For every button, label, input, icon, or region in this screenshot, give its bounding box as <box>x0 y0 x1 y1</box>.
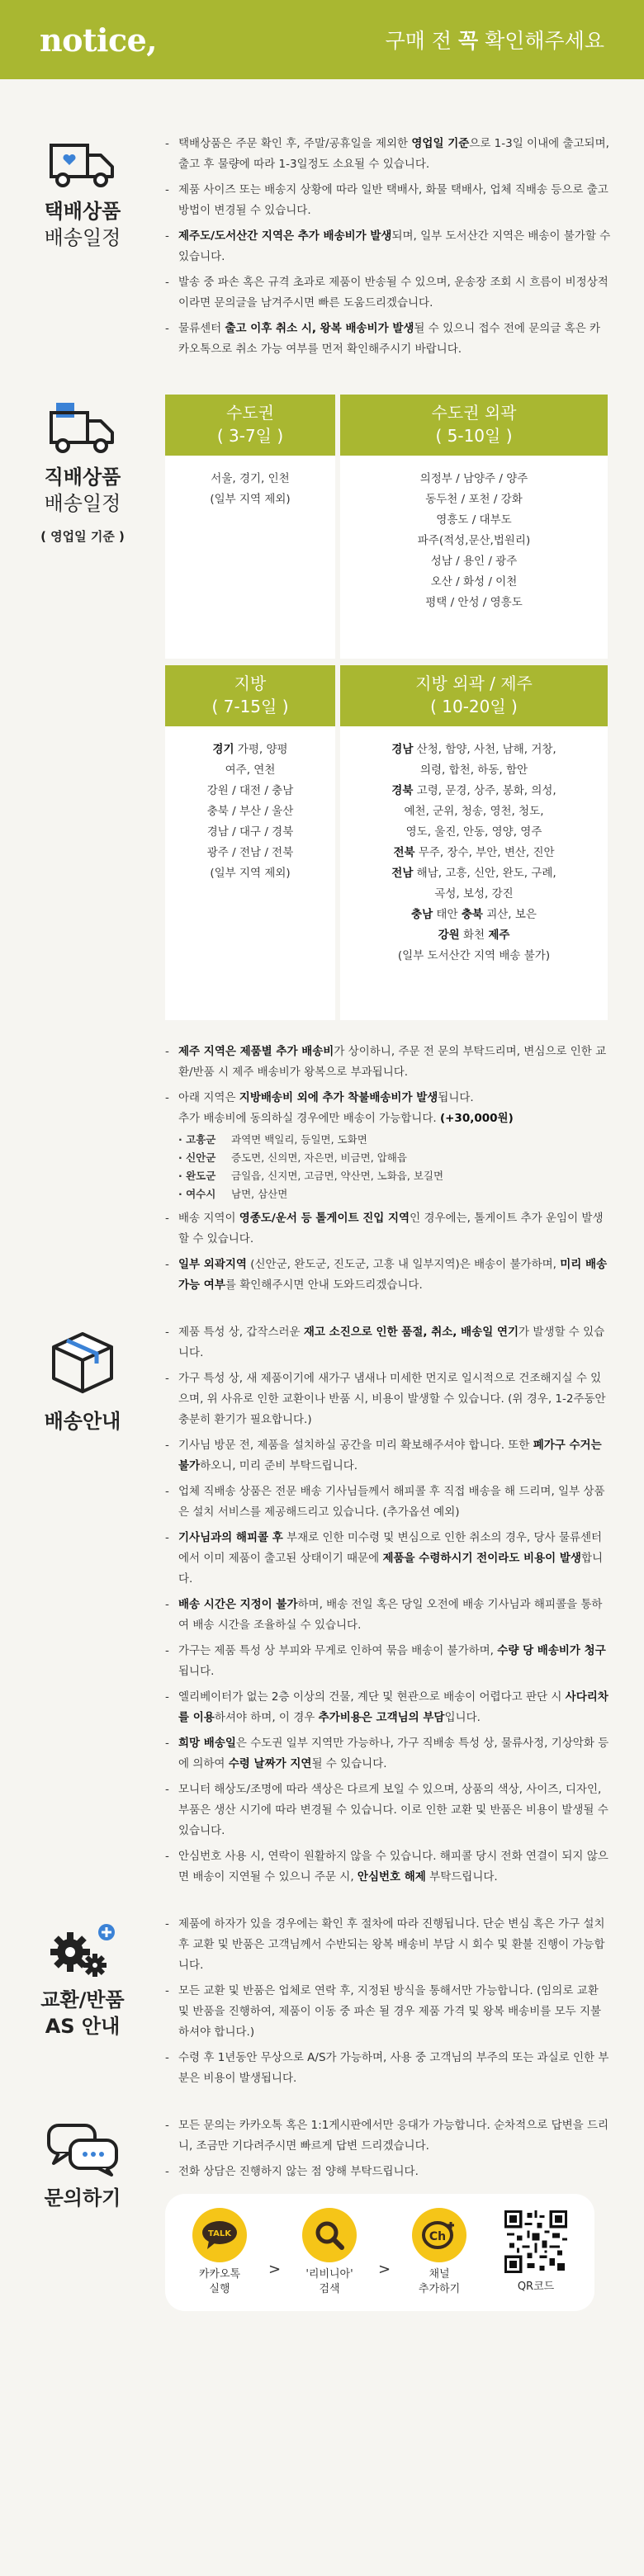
logo: notice, <box>40 21 158 59</box>
list-item: - 모니터 해상도/조명에 따라 색상은 다르게 보일 수 있으며, 상품의 색상, 사이즈, 디자인, 부품은 생산 시기에 따라 변경될 수 있습니다. 이로 인한 교환 및 반품은 비용이 발생될 수 있습니다. <box>165 1780 611 1841</box>
list-item: - 아래 지역은 지방배송비 외에 추가 착불배송비가 발생됩니다. 추가 배송비에 동의하실 경우에만 배송이 가능합니다. (+30,000원) · 고흥군 과역면 백일리, 등일면, 도화면 · 신안군 증도면, 신의면, 자은면, 비금면, 압해읍 · 완도군 금일읍, 신지면, 고금면, 약산면, 노화읍, 보길면 · 여수시 남면, 삼산면 <box>165 1088 611 1203</box>
list-item: - 제주 지역은 제품별 추가 배송비가 상이하니, 주문 전 문의 부탁드리며, 변심으로 인한 교환/반품 시 제주 배송비가 왕복으로 부과됩니다. <box>165 1042 611 1083</box>
truck-heart-icon <box>48 140 117 190</box>
shipping-side <box>0 1322 165 1893</box>
kakao-button[interactable]: TALK 카카오톡 실행 <box>192 2208 247 2297</box>
header <box>0 0 644 79</box>
inquiry-notes <box>165 2115 611 2182</box>
exchange-section <box>0 1914 644 2094</box>
kakao-talk-label: TALK <box>208 2229 231 2238</box>
list-item: - 제품에 하자가 있을 경우에는 확인 후 절차에 따라 진행됩니다. 단순 변심 혹은 가구 설치 후 교환 및 반품은 고객님께서 수반되는 왕복 배송비 부담 시 회수 및 환불 진행이 가능합니다. <box>165 1914 611 1976</box>
direct-notes <box>165 1042 611 1296</box>
list-item: - 모든 문의는 카카오톡 혹은 1:1게시판에서만 응대가 가능합니다. 순차적으로 답변을 드리니, 조금만 기다려주시면 빠르게 답변 드리겠습니다. <box>165 2115 611 2157</box>
list-item: - 배송 지역이 영종도/운서 등 톨게이트 진입 지역인 경우에는, 톨게이트 추가 운임이 발생할 수 있습니다. <box>165 1208 611 1250</box>
search-button[interactable]: '리비니아' 검색 <box>302 2208 357 2297</box>
list-item: - 기사님과의 해피콜 후 부재로 인한 미수령 및 변심으로 인한 취소의 경우, 당사 물류센터에서 이미 제품이 출고된 상태이기 때문에 제품을 수령하시기 전이라도 비용이 발생합니다. <box>165 1528 611 1590</box>
metro-header: 수도권 ( 3-7일 ) <box>165 395 335 456</box>
exchange-side <box>0 1914 165 2094</box>
direct-title: 직배상품 배송일정 <box>44 466 121 516</box>
list-item: - 제주도/도서산간 지역은 추가 배송비가 발생되며, 일부 도서산간 지역은 배송이 불가할 수 있습니다. <box>165 226 611 267</box>
arrow-icon: > <box>268 2260 282 2278</box>
local-cell: 경기 가평, 양평 여주, 연천 강원 / 대전 / 충남 충북 / 부산 / 울산 경남 / 대구 / 경북 광주 / 전남 / 전북 (일부 지역 제외) <box>206 743 294 880</box>
list-item: - 제품 사이즈 또는 배송지 상황에 따라 일반 택배사, 화물 택배사, 업체 직배송 등으로 출고 방법이 변경될 수 있습니다. <box>165 180 611 221</box>
header-title: 구매 전 꼭 확인해주세요 <box>385 29 604 53</box>
far-cell: 경남 산청, 함양, 사천, 남해, 거창, 의령, 합천, 하동, 함안 경북 고령, 문경, 상주, 봉화, 의성, 예천, 군위, 청송, 영천, 청도, 영도, 울진, 안동, 영양, 영주 전북 무주, 장수, 부안, 변산, 진안 전남 해남, 고흥, 신안, 완도, 구례, 곡성, 보성, 강진 충남 태안 충북 괴산, 보은 강원 화천 제주 (일부 도서산간 지역 배송 불가) <box>391 743 556 962</box>
inquiry-side <box>0 2115 165 2311</box>
parcel-title: 택배상품 배송일정 <box>44 200 121 250</box>
inquiry-section <box>0 2115 644 2311</box>
outer-cell: 의정부 / 남양주 / 양주 동두천 / 포천 / 강화 영흥도 / 대부도 파주(적성,문산,법원리) 성남 / 용인 / 광주 오산 / 화성 / 이천 평택 / 안성 / 영흥도 <box>417 472 531 609</box>
parcel-notes <box>165 134 611 360</box>
surcharge-areas: · 고흥군 과역면 백일리, 등일면, 도화면 · 신안군 증도면, 신의면, 자은면, 비금면, 압해읍 · 완도군 금일읍, 신지면, 고금면, 약산면, 노화읍, 보길면 · 여수시 남면, 삼산면 <box>178 1133 444 1200</box>
list-item: - 가구 특성 상, 새 제품이기에 새가구 냄새나 미세한 먼지로 일시적으로 건조해지실 수 있으며, 위 사유로 인한 교환이나 반품 시, 비용이 발생할 수 있습니다. (위 경우, 1-2주동안 충분히 환기가 필요합니다.) <box>165 1368 611 1430</box>
list-item: - 배송 시간은 지정이 불가하며, 배송 전일 혹은 당일 오전에 배송 기사님과 해피콜을 통하여 배송 시간을 조율하실 수 있습니다. <box>165 1595 611 1636</box>
delivery-table <box>165 395 608 1020</box>
list-item: - 제품 특성 상, 갑작스러운 재고 소진으로 인한 품절, 취소, 배송일 연기가 발생할 수 있습니다. <box>165 1322 611 1364</box>
exchange-notes <box>165 1914 611 2089</box>
direct-subtitle: ( 영업일 기준 ) <box>40 528 125 544</box>
list-item: - 택배상품은 주문 확인 후, 주말/공휴일을 제외한 영업일 기준으로 1-3일 이내에 출고되며, 출고 후 물량에 따라 1-3일정도 소요될 수 있습니다. <box>165 134 611 175</box>
list-item: - 희망 배송일은 수도권 일부 지역만 가능하나, 가구 직배송 특성 상, 물류사정, 기상악화 등에 의하여 수령 날짜가 지연될 수 있습니다. <box>165 1733 611 1775</box>
list-item: - 물류센터 출고 이후 취소 시, 왕복 배송비가 발생될 수 있으니 접수 전에 문의글 혹은 카카오톡으로 취소 가능 여부를 먼저 확인해주시기 바랍니다. <box>165 319 611 360</box>
list-item: - 안심번호 사용 시, 연락이 원활하지 않을 수 있습니다. 해피콜 당시 전화 연결이 되지 않으면 배송이 지연될 수 있으니 주문 시, 안심번호 해제 부탁드립니다. <box>165 1846 611 1888</box>
list-item: - 엘리베이터가 없는 2층 이상의 건물, 계단 및 현관으로 배송이 어렵다고 판단 시 사다리차를 이용하셔야 하며, 이 경우 추가비용은 고객님의 부담입니다. <box>165 1687 611 1728</box>
metro-cell: 서울, 경기, 인천 (일부 지역 제외) <box>210 472 291 506</box>
contact-box <box>165 2194 594 2311</box>
box-icon <box>49 1331 116 1395</box>
search-icon <box>314 2219 345 2251</box>
direct-section <box>0 395 644 1301</box>
shipping-notes <box>165 1322 611 1888</box>
list-item: - 발송 중 파손 혹은 규격 초과로 제품이 반송될 수 있으며, 운송장 조회 시 흐름이 비정상적이라면 문의글을 남겨주시면 빠른 도움드리겠습니다. <box>165 272 611 314</box>
arrow-icon: > <box>377 2260 391 2278</box>
inquiry-title: 문의하기 <box>44 2186 121 2210</box>
list-item: - 업체 직배송 상품은 전문 배송 기사님들께서 해피콜 후 직접 배송을 해 드리며, 일부 상품은 설치 서비스를 제공해드리고 있습니다. (추가옵션 예외) <box>165 1482 611 1523</box>
exchange-title: 교환/반품 AS 안내 <box>40 1988 125 2039</box>
parcel-side <box>0 134 165 365</box>
list-item: - 가구는 제품 특성 상 부피와 무게로 인하여 묶음 배송이 불가하며, 수량 당 배송비가 청구됩니다. <box>165 1641 611 1682</box>
shipping-section <box>0 1322 644 1893</box>
far-header: 지방 외곽 / 제주 ( 10-20일 ) <box>340 665 608 726</box>
gears-icon <box>45 1921 120 1978</box>
channel-label: Ch <box>429 2230 447 2243</box>
list-item: - 기사님 방문 전, 제품을 설치하실 공간을 미리 확보해주셔야 합니다. 또한 폐가구 수거는 불가하오니, 미리 준비 부탁드립니다. <box>165 1435 611 1477</box>
chat-bubbles-icon <box>45 2122 120 2177</box>
list-item: - 모든 교환 및 반품은 업체로 연락 후, 지정된 방식을 통해서만 가능합니다. (임의로 교환 및 반품을 진행하여, 제품이 이동 중 파손 될 경우 제품 가격 및 왕복 배송비를 모두 지불하셔야 합니다.) <box>165 1981 611 2043</box>
direct-side <box>0 395 165 1301</box>
parcel-section <box>0 134 644 365</box>
qr-code-icon <box>504 2210 567 2273</box>
qr-code[interactable]: QR코드 <box>504 2210 567 2295</box>
shipping-title: 배송안내 <box>44 1410 121 1433</box>
kakao-talk-icon <box>201 2219 239 2251</box>
channel-button[interactable]: Ch 채널 추가하기 <box>412 2208 466 2297</box>
list-item: - 전화 상담은 진행하지 않는 점 양해 부탁드립니다. <box>165 2162 611 2182</box>
channel-icon <box>421 2219 457 2252</box>
box-truck-icon <box>48 401 117 456</box>
list-item: - 일부 외곽지역 (신안군, 완도군, 진도군, 고흥 내 일부지역)은 배송이 불가하며, 미리 배송 가능 여부를 확인해주시면 안내 도와드리겠습니다. <box>165 1255 611 1296</box>
local-header: 지방 ( 7-15일 ) <box>165 665 335 726</box>
outer-header: 수도권 외곽 ( 5-10일 ) <box>340 395 608 456</box>
list-item: - 수령 후 1년동안 무상으로 A/S가 가능하며, 사용 중 고객님의 부주의 또는 과실로 인한 부분은 비용이 발생됩니다. <box>165 2048 611 2089</box>
